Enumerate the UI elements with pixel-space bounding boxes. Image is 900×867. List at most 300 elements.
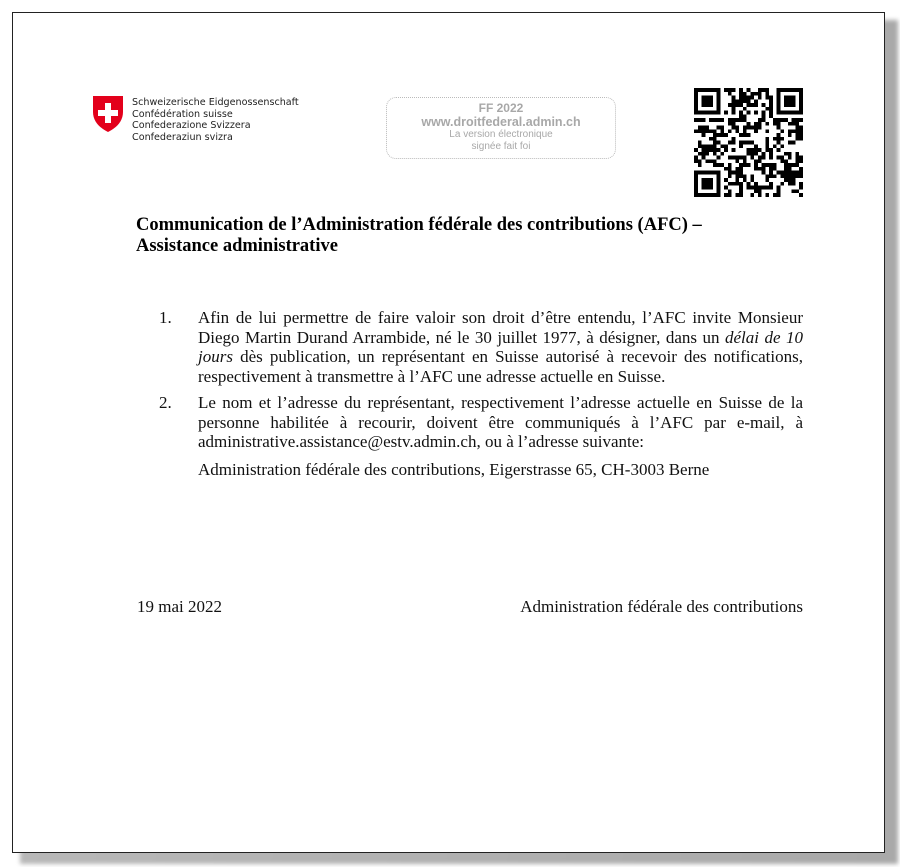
qr-module — [750, 148, 754, 152]
qr-module — [765, 141, 769, 145]
qr-module — [694, 193, 698, 197]
qr-module — [773, 144, 777, 148]
qr-module — [777, 107, 781, 111]
qr-module — [754, 163, 758, 167]
qr-module — [758, 126, 762, 130]
qr-module — [765, 178, 769, 182]
qr-module — [799, 96, 803, 100]
qr-module — [784, 103, 788, 107]
qr-module — [739, 133, 743, 137]
qr-module — [698, 144, 702, 148]
qr-module — [792, 182, 796, 186]
qr-module — [795, 126, 799, 130]
qr-module — [728, 141, 732, 145]
qr-module — [754, 129, 758, 133]
qr-module — [799, 174, 803, 178]
qr-module — [780, 118, 784, 122]
qr-module — [743, 156, 747, 160]
qr-module — [762, 103, 766, 107]
qr-module — [788, 122, 792, 126]
qr-module — [694, 92, 698, 96]
qr-module — [754, 186, 758, 190]
qr-module — [788, 163, 792, 167]
qr-module — [750, 193, 754, 197]
qr-module — [724, 148, 728, 152]
qr-module — [792, 103, 796, 107]
qr-module — [747, 122, 751, 126]
qr-module — [784, 88, 788, 92]
qr-module — [777, 156, 781, 160]
qr-module — [765, 88, 769, 92]
qr-module — [773, 122, 777, 126]
qr-module — [799, 182, 803, 186]
stamp-note-line2: signée fait foi — [471, 141, 531, 152]
qr-module — [720, 129, 724, 133]
qr-module — [784, 171, 788, 175]
qr-module — [750, 141, 754, 145]
qr-module — [754, 126, 758, 130]
qr-module — [732, 148, 736, 152]
qr-module — [777, 88, 781, 92]
qr-module — [743, 126, 747, 130]
qr-module — [777, 137, 781, 141]
qr-module — [717, 171, 721, 175]
qr-module — [702, 156, 706, 160]
qr-module — [747, 88, 751, 92]
qr-module — [777, 96, 781, 100]
qr-module — [743, 96, 747, 100]
qr-module — [795, 129, 799, 133]
qr-module — [709, 111, 713, 115]
qr-module — [750, 96, 754, 100]
qr-module — [728, 118, 732, 122]
qr-module — [735, 159, 739, 163]
qr-module — [739, 182, 743, 186]
qr-module — [705, 111, 709, 115]
qr-module — [713, 129, 717, 133]
qr-module — [780, 129, 784, 133]
qr-module — [762, 88, 766, 92]
qr-module — [698, 118, 702, 122]
qr-module — [743, 107, 747, 111]
qr-module — [799, 129, 803, 133]
qr-module — [739, 114, 743, 118]
qr-module — [754, 159, 758, 163]
qr-module — [758, 118, 762, 122]
qr-module — [758, 92, 762, 96]
qr-module — [705, 96, 709, 100]
qr-module — [702, 178, 706, 182]
qr-module — [694, 159, 698, 163]
qr-module — [799, 88, 803, 92]
qr-module — [788, 88, 792, 92]
qr-module — [694, 107, 698, 111]
qr-module — [735, 182, 739, 186]
qr-module — [747, 141, 751, 145]
qr-module — [698, 152, 702, 156]
qr-module — [754, 92, 758, 96]
qr-module — [709, 148, 713, 152]
qr-module — [724, 111, 728, 115]
title-line-1: Communication de l’Administration fédérale des contributions (AFC) – — [136, 215, 702, 235]
qr-module — [799, 171, 803, 175]
qr-module — [747, 163, 751, 167]
qr-module — [795, 111, 799, 115]
qr-module — [754, 148, 758, 152]
numbered-list — [159, 308, 803, 479]
qr-module — [777, 193, 781, 197]
qr-module — [709, 103, 713, 107]
qr-module — [784, 174, 788, 178]
stamp-reference: FF 2022 — [478, 101, 524, 115]
qr-module — [747, 99, 751, 103]
qr-module — [765, 107, 769, 111]
qr-module — [788, 141, 792, 145]
qr-module — [739, 92, 743, 96]
qr-module — [769, 174, 773, 178]
qr-module — [788, 111, 792, 115]
qr-module — [713, 88, 717, 92]
qr-module — [758, 193, 762, 197]
qr-module — [750, 152, 754, 156]
qr-module — [713, 144, 717, 148]
swiss-confederation-logo — [80, 85, 299, 143]
qr-module — [799, 99, 803, 103]
qr-module — [732, 96, 736, 100]
qr-module — [788, 156, 792, 160]
qr-module — [762, 114, 766, 118]
qr-module — [728, 129, 732, 133]
qr-module — [758, 156, 762, 160]
qr-module — [762, 167, 766, 171]
qr-module — [795, 118, 799, 122]
qr-module — [743, 163, 747, 167]
qr-module — [702, 182, 706, 186]
qr-module — [694, 171, 698, 175]
qr-module — [720, 118, 724, 122]
qr-module — [758, 96, 762, 100]
qr-module — [780, 144, 784, 148]
qr-module — [788, 174, 792, 178]
qr-module — [758, 88, 762, 92]
qr-module — [750, 178, 754, 182]
qr-module — [777, 99, 781, 103]
qr-module — [709, 182, 713, 186]
qr-module — [739, 156, 743, 160]
list-number: 2. — [159, 393, 172, 412]
qr-module — [758, 186, 762, 190]
list-number: 1. — [159, 308, 172, 327]
list-item-1 — [159, 308, 803, 386]
qr-module — [702, 88, 706, 92]
qr-module — [702, 133, 706, 137]
qr-module — [732, 88, 736, 92]
qr-module — [750, 103, 754, 107]
qr-module — [739, 111, 743, 115]
qr-module — [717, 186, 721, 190]
qr-module — [732, 156, 736, 160]
qr-module — [739, 189, 743, 193]
qr-module — [717, 118, 721, 122]
qr-module — [754, 152, 758, 156]
qr-module — [773, 193, 777, 197]
qr-module — [758, 167, 762, 171]
qr-module — [788, 96, 792, 100]
qr-module — [709, 137, 713, 141]
qr-module — [739, 144, 743, 148]
qr-module — [769, 167, 773, 171]
qr-module — [799, 159, 803, 163]
qr-module — [705, 159, 709, 163]
qr-module — [728, 182, 732, 186]
qr-module — [705, 126, 709, 130]
qr-module — [698, 126, 702, 130]
qr-module — [747, 126, 751, 130]
qr-module — [777, 171, 781, 175]
qr-module — [694, 96, 698, 100]
qr-module — [792, 163, 796, 167]
qr-module — [739, 96, 743, 100]
qr-module — [694, 189, 698, 193]
qr-module — [750, 92, 754, 96]
qr-module — [694, 111, 698, 115]
qr-module — [717, 163, 721, 167]
qr-module — [780, 174, 784, 178]
qr-module — [713, 152, 717, 156]
qr-module — [732, 126, 736, 130]
qr-module — [765, 193, 769, 197]
swiss-crest-icon — [92, 95, 124, 133]
qr-module — [769, 163, 773, 167]
qr-module — [773, 118, 777, 122]
qr-module — [739, 193, 743, 197]
qr-module — [705, 178, 709, 182]
qr-module — [739, 103, 743, 107]
document-footer — [137, 597, 803, 617]
qr-module — [747, 152, 751, 156]
qr-module — [754, 122, 758, 126]
qr-module — [732, 107, 736, 111]
qr-module — [713, 159, 717, 163]
qr-module — [702, 118, 706, 122]
qr-module — [694, 118, 698, 122]
qr-module — [724, 133, 728, 137]
qr-module — [773, 163, 777, 167]
qr-module — [698, 171, 702, 175]
qr-module — [713, 148, 717, 152]
qr-module — [713, 137, 717, 141]
qr-module — [717, 174, 721, 178]
list-text — [198, 308, 803, 386]
federation-name-fr: Confédération suisse — [132, 108, 233, 120]
qr-module — [765, 148, 769, 152]
qr-module — [780, 182, 784, 186]
qr-module — [728, 171, 732, 175]
qr-module — [769, 156, 773, 160]
title-line-2: Assistance administrative — [136, 236, 338, 256]
qr-module — [792, 129, 796, 133]
qr-module — [720, 126, 724, 130]
qr-module — [773, 174, 777, 178]
qr-module — [799, 133, 803, 137]
qr-module — [743, 133, 747, 137]
qr-module — [724, 88, 728, 92]
qr-module — [702, 144, 706, 148]
text-before: Afin de lui permettre de faire valoir son droit d’être entendu, l’AFC invite Monsieur Diego Martin Durand Arrambide, né le 30 juillet 1977, à désigner, dans un — [198, 308, 803, 347]
qr-module — [713, 193, 717, 197]
qr-module — [769, 99, 773, 103]
qr-module — [758, 122, 762, 126]
qr-module — [713, 171, 717, 175]
qr-module — [728, 92, 732, 96]
qr-module — [702, 111, 706, 115]
qr-module — [705, 129, 709, 133]
stamp-website-link[interactable]: www.droitfederal.admin.ch — [421, 115, 581, 129]
qr-module — [705, 182, 709, 186]
qr-module — [739, 118, 743, 122]
qr-module — [724, 144, 728, 148]
qr-module — [735, 156, 739, 160]
qr-module — [792, 141, 796, 145]
qr-module — [769, 96, 773, 100]
qr-module — [743, 99, 747, 103]
qr-module — [717, 99, 721, 103]
qr-module — [754, 99, 758, 103]
qr-module — [780, 171, 784, 175]
qr-module — [792, 111, 796, 115]
qr-module — [769, 152, 773, 156]
qr-module — [747, 96, 751, 100]
qr-module — [795, 156, 799, 160]
qr-module — [724, 178, 728, 182]
qr-module — [780, 137, 784, 141]
qr-module — [698, 193, 702, 197]
qr-module — [788, 171, 792, 175]
qr-module — [754, 144, 758, 148]
qr-module — [735, 118, 739, 122]
qr-module — [702, 96, 706, 100]
qr-module — [777, 133, 781, 137]
qr-module — [795, 122, 799, 126]
qr-module — [750, 186, 754, 190]
qr-module — [795, 137, 799, 141]
list-item-2 — [159, 393, 803, 452]
qr-module — [799, 193, 803, 197]
qr-module — [747, 133, 751, 137]
qr-module — [702, 171, 706, 175]
qr-module — [777, 148, 781, 152]
qr-module — [784, 118, 788, 122]
qr-module — [784, 163, 788, 167]
qr-module — [728, 193, 732, 197]
qr-module — [792, 178, 796, 182]
qr-module — [720, 152, 724, 156]
qr-module — [765, 186, 769, 190]
qr-module — [795, 189, 799, 193]
qr-module — [788, 133, 792, 137]
federal-gazette-stamp — [386, 97, 616, 159]
qr-module — [717, 92, 721, 96]
qr-module — [728, 156, 732, 160]
qr-module — [717, 133, 721, 137]
qr-module — [728, 189, 732, 193]
qr-module — [762, 156, 766, 160]
qr-module — [769, 186, 773, 190]
qr-module — [784, 159, 788, 163]
qr-module — [717, 107, 721, 111]
qr-module — [792, 118, 796, 122]
qr-module — [728, 122, 732, 126]
qr-module — [713, 133, 717, 137]
qr-module — [754, 167, 758, 171]
qr-code — [694, 88, 803, 197]
qr-module — [799, 156, 803, 160]
qr-module — [735, 178, 739, 182]
qr-module — [705, 99, 709, 103]
qr-module — [780, 159, 784, 163]
qr-module — [743, 129, 747, 133]
qr-module — [743, 92, 747, 96]
qr-module — [717, 182, 721, 186]
qr-module — [698, 159, 702, 163]
qr-module — [743, 141, 747, 145]
qr-module — [780, 111, 784, 115]
stamp-note-line1: La version électronique — [449, 129, 553, 140]
qr-module — [788, 99, 792, 103]
qr-module — [717, 156, 721, 160]
qr-module — [694, 103, 698, 107]
qr-module — [777, 118, 781, 122]
qr-module — [709, 129, 713, 133]
qr-module — [702, 193, 706, 197]
qr-module — [747, 186, 751, 190]
qr-module — [792, 174, 796, 178]
qr-module — [739, 99, 743, 103]
qr-module — [717, 96, 721, 100]
qr-module — [769, 111, 773, 115]
qr-module — [713, 141, 717, 145]
qr-module — [773, 137, 777, 141]
qr-module — [784, 111, 788, 115]
qr-module — [750, 126, 754, 130]
qr-module — [735, 174, 739, 178]
qr-module — [758, 148, 762, 152]
qr-module — [694, 182, 698, 186]
qr-module — [777, 103, 781, 107]
list-text: Le nom et l’adresse du représentant, respectivement l’adresse actuelle en Suisse de la personne habilitée à recourir, doivent être communiqués à l’AFC par e-mail, à administrative.assistance@estv.admin.ch, ou à l’adresse suivante: — [198, 393, 803, 451]
qr-module — [788, 178, 792, 182]
qr-module — [792, 122, 796, 126]
qr-module — [784, 167, 788, 171]
qr-module — [795, 174, 799, 178]
qr-module — [713, 111, 717, 115]
qr-module — [717, 103, 721, 107]
qr-module — [784, 96, 788, 100]
qr-module — [728, 174, 732, 178]
qr-module — [743, 178, 747, 182]
postal-address: Administration fédérale des contributions, Eigerstrasse 65, CH-3003 Berne — [198, 459, 710, 479]
qr-module — [792, 88, 796, 92]
qr-module — [784, 178, 788, 182]
qr-module — [694, 129, 698, 133]
qr-module — [747, 148, 751, 152]
qr-module — [735, 99, 739, 103]
qr-module — [743, 159, 747, 163]
qr-module — [713, 163, 717, 167]
qr-module — [713, 118, 717, 122]
qr-module — [728, 167, 732, 171]
qr-module — [698, 163, 702, 167]
